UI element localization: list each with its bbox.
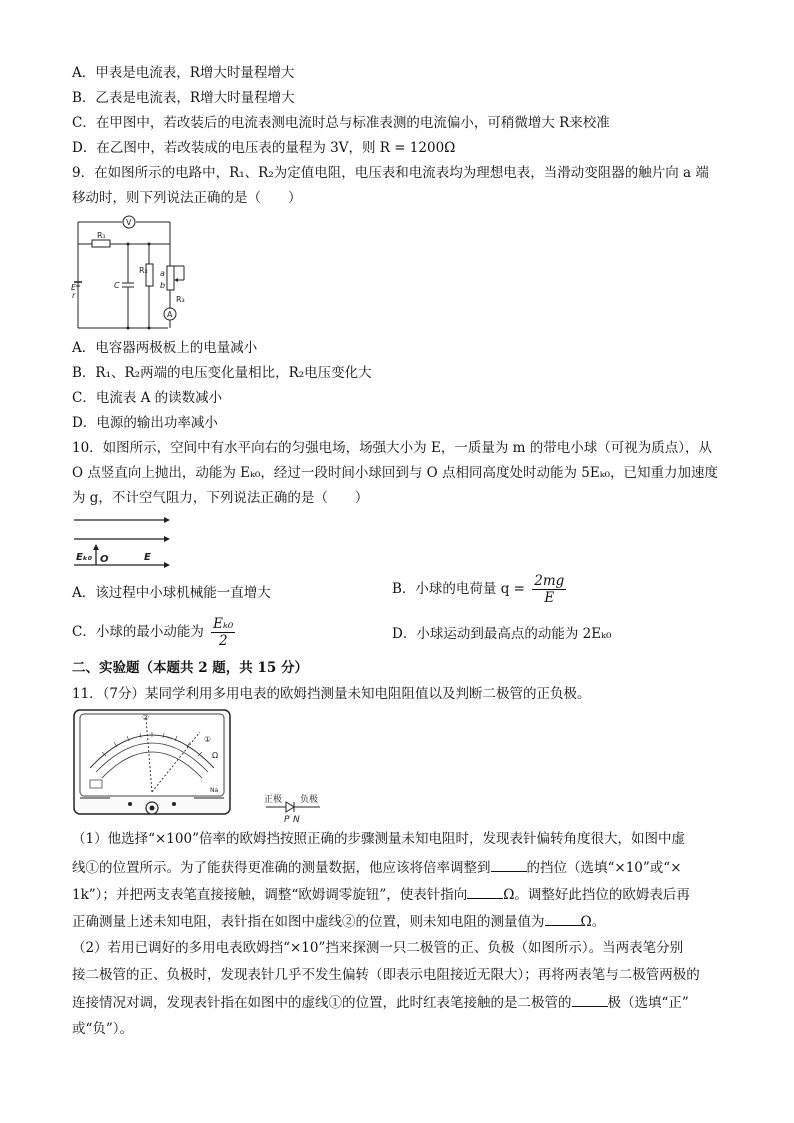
q8-option-d: D．在乙图中，若改装成的电压表的量程为 3V，则 R = 1200Ω [72, 140, 456, 156]
q10-option-b-text: B．小球的电荷量 q = [392, 581, 525, 597]
q11-part1-line3 [72, 884, 690, 905]
q8-option-c: C．在甲图中，若改装后的电流表测电流时总与标准表测的电流偏小，可稍微增大 R来校准 [72, 115, 610, 131]
ek0-label: Eₖ₀ [76, 552, 93, 563]
q9-option-b: B．R₁、R₂两端的电压变化量相比，R₂电压变化大 [72, 365, 372, 381]
ammeter-label: A [167, 310, 173, 319]
emf-label: E [71, 283, 77, 292]
q11-stem: 11．（7分）某同学利用多用电表的欧姆挡测量未知电阻阻值以及判断二极管的正负极。 [72, 686, 591, 702]
q10-option-c [72, 616, 235, 649]
pointer-mark-1: ① [204, 735, 212, 744]
q11-part1-line1: （1）他选择“×100”倍率的欧姆挡按照正确的步骤测量未知电阻时，发现表针偏转角度很大，如图中虚 [72, 831, 685, 847]
q10-option-b [392, 573, 566, 606]
text-segment: Ω。调整好此挡位的欧姆表后再 [503, 887, 690, 903]
internal-resistance-label: r [72, 291, 76, 300]
q11-part1-line2 [72, 857, 682, 878]
r1-label: R₁ [97, 231, 106, 240]
answer-blank[interactable] [545, 911, 581, 926]
diode-negative-label: 负极 [300, 795, 319, 805]
answer-blank[interactable] [491, 857, 527, 872]
q9-stem-line2: 移动时，则下列说法正确的是（ ） [72, 190, 302, 206]
q8-option-b: B．乙表是电流表，R增大时量程增大 [72, 90, 295, 106]
q9-circuit-diagram [70, 210, 195, 335]
q11-part2-line1: （2）若用已调好的多用电表欧姆挡“×10”挡来探测一只二极管的正、负极（如图所示）。当两表笔分别 [72, 940, 684, 956]
answer-blank[interactable] [467, 884, 503, 899]
q8-option-a: A．甲表是电流表，R增大时量程增大 [72, 65, 295, 81]
q11-part2-line2: 接二极管的正、负极时，发现表针几乎不发生偏转（即表示电阻接近无限大）；再将两表笔与二极管两极的 [72, 967, 700, 983]
text-segment: 线①的位置所示。为了能获得更准确的测量数据，他应该将倍率调整到 [72, 860, 491, 876]
origin-o-label: O [100, 554, 109, 565]
text-segment: 连接情况对调，发现表针指在如图中的虚线①的位置，此时红表笔接触的是二极管的 [72, 995, 572, 1011]
diode-n-label: N [293, 815, 300, 825]
q10-option-a: A．该过程中小球机械能一直增大 [72, 585, 271, 601]
text-segment: 极（选填“正” [607, 995, 689, 1011]
q9-stem-line1: 9．在如图所示的电路中，R₁、R₂为定值电阻，电压表和电流表均为理想电表，当滑动变阻器的触片向 a 端 [72, 165, 709, 181]
r3-label: R₃ [176, 295, 185, 304]
terminal-b-label: b [160, 281, 166, 290]
q11-part2-line3 [72, 992, 689, 1013]
ohm-scale-label: Ω [212, 751, 219, 760]
q9-option-d: D．电源的输出功率减小 [72, 415, 218, 431]
section-heading: 二、实验题（本题共 2 题，共 15 分） [72, 660, 308, 676]
text-segment: 的挡位（选填“×10”或“× [526, 860, 682, 876]
q10-option-d: D．小球运动到最高点的动能为 2Eₖ₀ [392, 626, 612, 642]
r2-label: R₂ [139, 266, 148, 275]
fraction-numerator: Eₖ₀ [213, 616, 234, 632]
diode-figure [262, 794, 324, 826]
q11-part2-line4: 或“负”）。 [72, 1021, 134, 1037]
q10-stem-line3: 为 g，不计空气阻力，下列说法正确的是（ ） [72, 490, 369, 506]
field-e-label: E [144, 552, 151, 563]
q11-part1-line4 [72, 911, 605, 932]
q10-option-c-fraction [211, 616, 235, 649]
text-segment: Ω。 [580, 914, 606, 930]
diode-positive-label: 正极 [264, 795, 283, 805]
q10-field-diagram [70, 510, 180, 572]
q10-option-c-text: C．小球的最小动能为 [72, 624, 204, 640]
q9-option-a: A．电容器两极板上的电量减小 [72, 340, 258, 356]
fraction-denominator: E [544, 590, 555, 606]
meter-brand-label: Na [210, 787, 219, 794]
answer-blank[interactable] [572, 992, 608, 1007]
q10-stem-line2: O 点竖直向上抛出，动能为 Eₖ₀，经过一段时间小球回到与 O 点相同高度处时动能为 5Eₖ₀，已知重力加速度 [72, 465, 719, 481]
capacitor-label: C [114, 281, 120, 290]
diode-p-label: P [284, 815, 290, 825]
terminal-a-label: a [160, 269, 165, 278]
q9-option-c: C．电流表 A 的读数减小 [72, 390, 223, 406]
pointer-mark-2: ② [142, 713, 150, 722]
multimeter-figure [72, 708, 232, 818]
voltmeter-label: V [126, 218, 132, 227]
fraction-numerator: 2mg [534, 573, 565, 589]
fraction-denominator: 2 [218, 633, 228, 649]
text-segment: 正确测量上述未知电阻，表针指在如图中虚线②的位置，则未知电阻的测量值为 [72, 914, 545, 930]
text-segment: 1k”）；并把两支表笔直接接触，调整“欧姆调零旋钮”，使表针指向 [72, 887, 468, 903]
q10-stem-line1: 10．如图所示，空间中有水平向右的匀强电场，场强大小为 E，一质量为 m 的带电小球（可视为质点），从 [72, 440, 712, 456]
q10-option-b-fraction [532, 573, 566, 606]
